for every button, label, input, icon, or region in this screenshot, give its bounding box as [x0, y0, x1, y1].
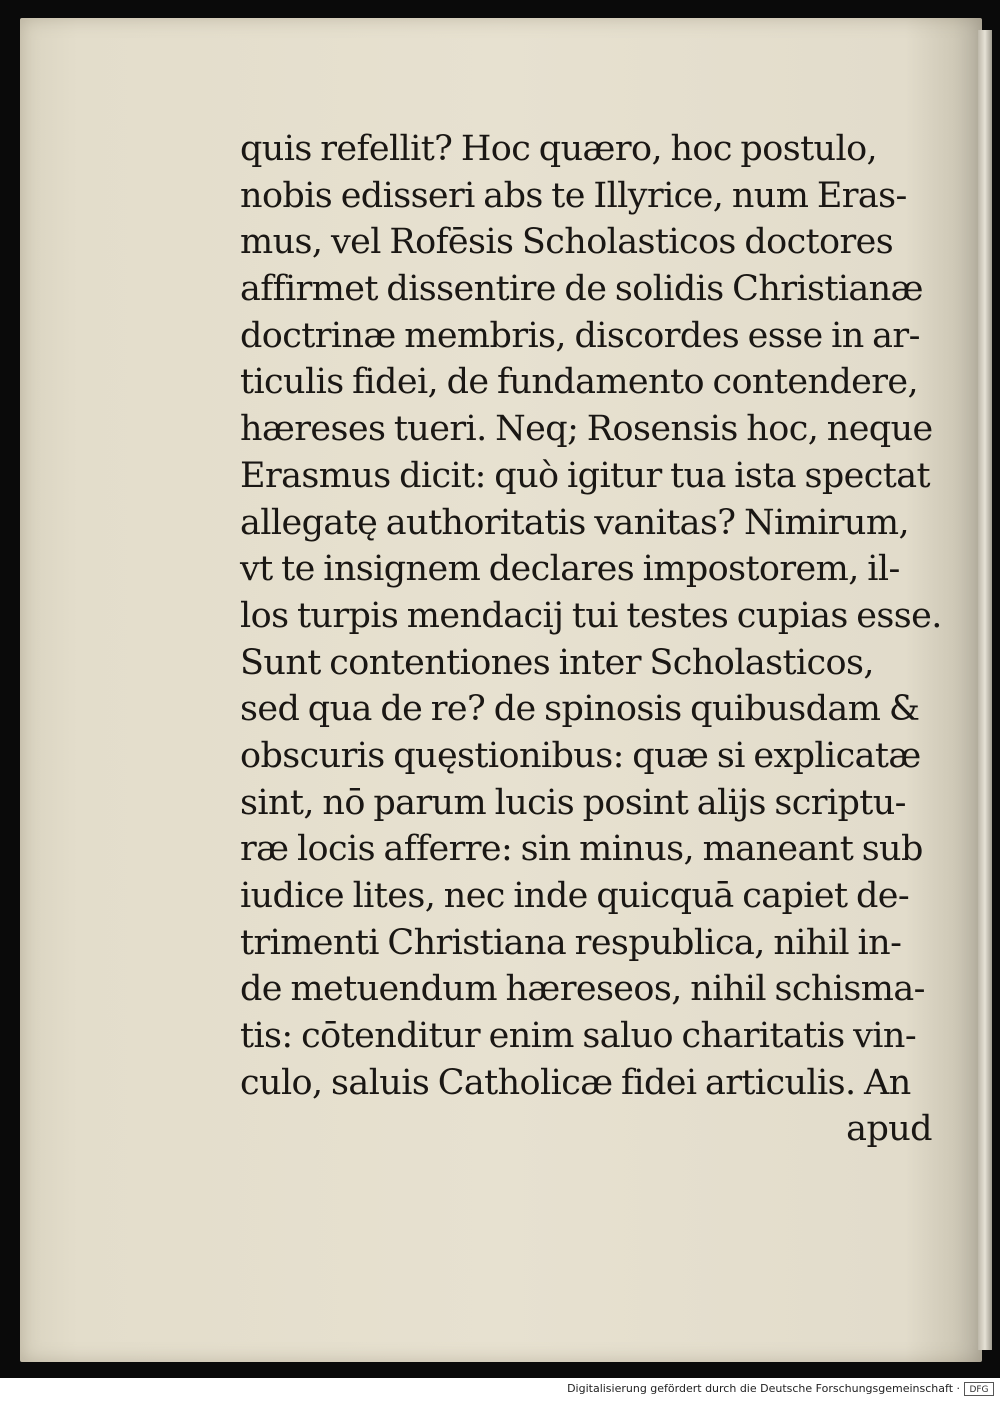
page-edge: [978, 30, 992, 1350]
page-text: [240, 126, 940, 1153]
text-line: tis: cōtenditur enim saluo charitatis vin-: [240, 1016, 917, 1057]
text-line: iudice lites, nec inde quicquā capiet de-: [240, 876, 910, 916]
text-line: allegatę authoritatis vanitas? Nimirum,: [240, 502, 909, 543]
text-line: trimenti Christiana respublica, nihil in-: [240, 922, 902, 963]
funding-credit: Digitalisierung gefördert durch die Deutsche Forschungsgemeinschaft ·: [567, 1382, 960, 1395]
text-line: doctrinæ membris, discordes esse in ar-: [240, 315, 920, 356]
text-line: Erasmus dicit: quò igitur tua ista spectat: [240, 455, 930, 496]
text-line: nobis edisseri abs te Illyrice, num Eras-: [240, 175, 907, 216]
catchword: apud: [846, 1109, 932, 1150]
text-line: mus, vel Rofēsis Scholasticos doctores: [240, 222, 894, 263]
text-line: ræ locis afferre: sin minus, maneant sub: [240, 829, 923, 870]
footer-bar: [0, 1378, 1000, 1401]
text-line: sed qua de re? de spinosis quibusdam &: [240, 689, 920, 730]
text-line: culo, saluis Catholicæ fidei articulis. An: [240, 1062, 911, 1103]
text-line: ticulis fidei, de fundamento contendere,: [240, 362, 919, 403]
dfg-logo-icon: DFG: [964, 1382, 994, 1396]
text-line: los turpis mendacij tui testes cupias esse.: [240, 595, 942, 636]
text-line: hæreses tueri. Neq; Rosensis hoc, neque: [240, 409, 933, 450]
text-line: de metuendum hæreseos, nihil schisma-: [240, 969, 925, 1010]
text-line: Sunt contentiones inter Scholasticos,: [240, 642, 874, 683]
text-line: affirmet dissentire de solidis Christianæ: [240, 269, 923, 310]
text-line: sint, nō parum lucis posint alijs scriptu-: [240, 782, 906, 823]
text-line: obscuris quęstionibus: quæ si explicatæ: [240, 735, 921, 776]
text-line: vt te insignem declares impostorem, il-: [240, 549, 900, 590]
text-line: quis refellit? Hoc quæro, hoc postulo,: [240, 129, 878, 169]
